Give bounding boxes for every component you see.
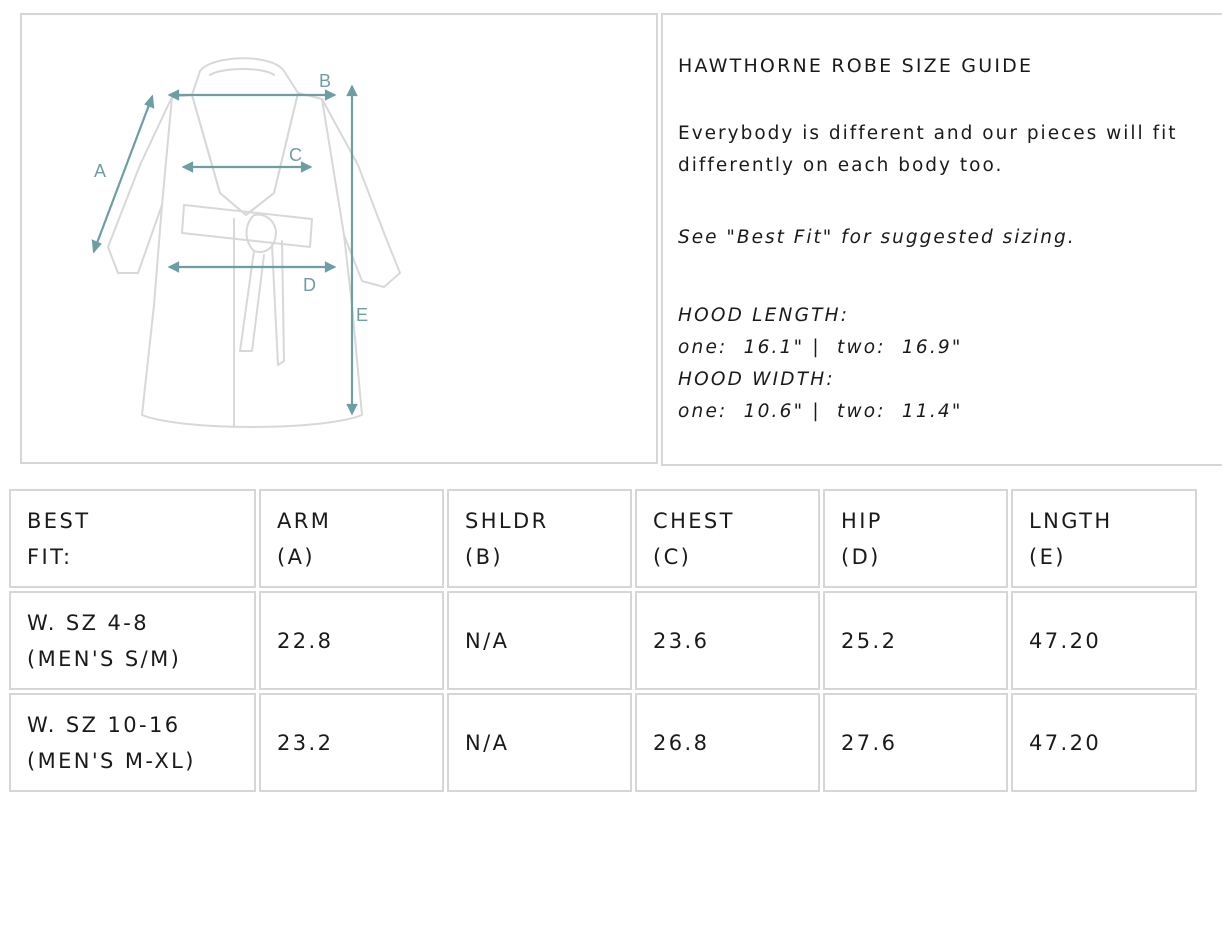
cell-chest: 26.8 <box>635 693 820 792</box>
size-guide-text-panel <box>661 13 1222 466</box>
diagram-label-e: E <box>356 305 369 325</box>
cell-best-fit: W. SZ 10-16 (MEN'S M-XL) <box>9 693 256 792</box>
table-row <box>9 591 1197 690</box>
hood-width-values: one: 10.6" | two: 11.4" <box>678 401 963 422</box>
table-header-row <box>9 489 1197 588</box>
header-hip: HIP (D) <box>823 489 1008 588</box>
cell-length: 47.20 <box>1011 591 1197 690</box>
robe-right-sleeve <box>322 99 400 287</box>
header-arm: ARM (A) <box>259 489 444 588</box>
header-chest: CHEST (C) <box>635 489 820 588</box>
cell-arm: 23.2 <box>259 693 444 792</box>
size-guide-title: HAWTHORNE ROBE SIZE GUIDE <box>678 55 1034 77</box>
robe-left-sleeve <box>108 97 172 273</box>
diagram-label-b: B <box>319 71 332 91</box>
header-best-fit: BEST FIT: <box>9 489 256 588</box>
table-row <box>9 693 1197 792</box>
diagram-label-c: C <box>289 145 302 165</box>
best-fit-note: See "Best Fit" for suggested sizing. <box>678 227 1076 248</box>
diagram-label-a: A <box>94 161 107 181</box>
cell-hip: 27.6 <box>823 693 1008 792</box>
robe-diagram-panel <box>20 13 658 464</box>
hood-length-values: one: 16.1" | two: 16.9" <box>678 337 963 358</box>
cell-arm: 22.8 <box>259 591 444 690</box>
cell-length: 47.20 <box>1011 693 1197 792</box>
cell-best-fit: W. SZ 4-8 (MEN'S S/M) <box>9 591 256 690</box>
cell-shoulder: N/A <box>447 693 632 792</box>
cell-chest: 23.6 <box>635 591 820 690</box>
size-chart-table <box>6 486 1200 795</box>
hood-width-label: HOOD WIDTH: <box>678 369 835 390</box>
robe-measurement-diagram <box>22 15 658 464</box>
cell-shoulder: N/A <box>447 591 632 690</box>
header-length: LNGTH (E) <box>1011 489 1197 588</box>
header-shoulder: SHLDR (B) <box>447 489 632 588</box>
robe-collar-outline <box>192 58 298 215</box>
diagram-label-d: D <box>303 275 316 295</box>
hood-length-label: HOOD LENGTH: <box>678 305 850 326</box>
cell-hip: 25.2 <box>823 591 1008 690</box>
size-guide-intro: Everybody is different and our pieces will fit differently on each body too. <box>678 123 1178 176</box>
